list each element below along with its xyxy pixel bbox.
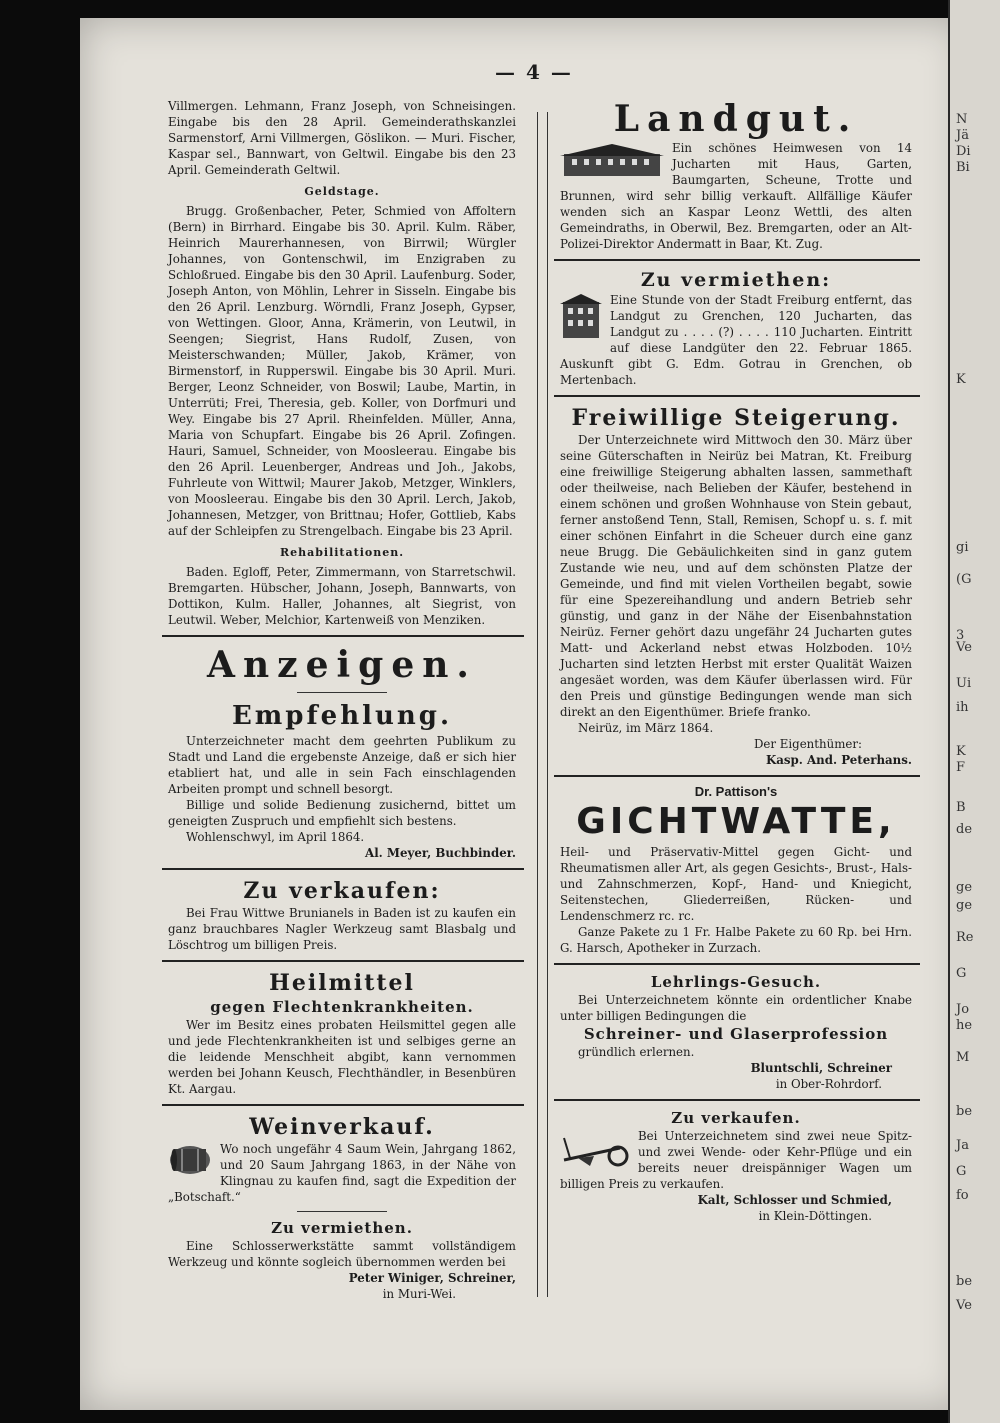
edge-fragment: Ve [956, 1298, 972, 1313]
steigerung-title: Freiwillige Steigerung. [571, 405, 901, 431]
empfehlung-place: Wohlenschwyl, im April 1864. [186, 830, 365, 844]
edge-fragment: Di [956, 144, 971, 159]
edge-fragment: Ve [956, 640, 972, 655]
vermiethen-title: Zu vermiethen: [640, 269, 832, 291]
gichtwatte-text: Heil- und Präservativ-Mittel gegen Gicht- und Rheumatismen aller Art, als gegen Gesichts-, Brust-, Hals- und Zahnschmerzen, Kopf-, Hand- und Kniegicht, Seitenstechen, Gliederreißen, Rücken- und Lendenschmerz rc. rc. [560, 845, 912, 923]
edge-fragment: Jo [956, 1002, 970, 1017]
edge-fragment: gi [956, 540, 969, 555]
geldstage-text: Brugg. Großenbacher, Peter, Schmied von Affoltern (Bern) in Birrhard. Eingabe bis 30. April. Kulm. Räber, Heinrich Maurerhannesen, von Birrwil; Würgler Johannes, von Gontenschwil, im Enzigraben zu Schloßrued. Eingabe bis den 30 April. Laufenburg. Soder, Joseph Anton, von Möhlin, Lehrer in Sisseln. Eingabe bis den 26 April. Lenzburg. Wörndli, Franz Joseph, Gypser, von Wettingen. Gloor, Anna, Krämerin, von Leutwil, in Seengen; Siegrist, Hans Rudolf, Zusen, von Meisterschwanden; Müller, Jakob, Krämer, von Birmenstorf, in Rupperswil. Eingabe bis 30 April. Muri. Berger, Leonz Schneider, von Boswil; Laube, Martin, in Unterrüti; Frei, Theresia, geb. Koller, von Dorfmuri und Wey. Eingabe bis 27 April. Rheinfelden. Müller, Anna, Maria von Schupfart. Eingabe bis 26 April. Zofingen. Hauri, Samuel, Schneider, von Moosleerau. Eingabe bis den 26 April. Leuenberger, Andreas und Joh., Jakobs, Fuhrleute von Wittwil; Maurer Jakob, Metzger, Winklers, von Moosleerau. Eingabe bis den 30 April. Lerch, Jakob, Johannesen, Metzger, von Brittnau; Hofer, Gottlieb, Kabs auf der Schleipfen zu Strengelbach. Eingabe bis 23 April. [168, 204, 516, 538]
heilmittel-text: Wer im Besitz eines probaten Heilsmittel gegen alle und jede Flechtenkrankheiten ist und selbiges gerne an die leidende Menschheit abgibt, kann vernommen werden bei Johann Keusch, Flechthändler, in Besenbüren Kt. Aargau. [168, 1018, 516, 1096]
short-rule [297, 1211, 387, 1212]
vermiethen-title: Zu vermiethen. [271, 1219, 413, 1237]
divider [162, 868, 524, 870]
edge-fragment: be [956, 1104, 973, 1119]
vermiethen-place: in Muri-Wei. [382, 1287, 456, 1301]
vermiethen-signature: Peter Winiger, Schreiner, [348, 1271, 516, 1285]
lehrling-text: Bei Unterzeichnetem könnte ein ordentlicher Knabe unter billigen Bedingungen die [560, 993, 912, 1023]
steigerung-place: Neirüz, im März 1864. [578, 721, 714, 735]
edge-fragment: K [956, 372, 966, 387]
divider [554, 395, 920, 397]
section-heading-rehabilitationen: Rehabilitationen. [279, 546, 405, 559]
landgut-text: Ein schönes Heimwesen von 14 Jucharten mit Haus, Garten, Baumgarten, Scheune, Trotte und Brunnen, wird sehr billig verkauft. Allfällige Käufer wenden sich an Kaspar Leonz Wettli, des alten Gemeindraths, in Oberwil, Bez. Bremgarten, oder an Alt-Polizei-Direktor Andermatt in Baar, Kt. Zug. [560, 141, 912, 251]
edge-fragment: K [956, 744, 966, 759]
column-divider-2 [547, 112, 548, 1297]
adjacent-page-edge [948, 0, 1000, 1423]
edge-fragment: Bi [956, 160, 970, 175]
estate-house-icon [560, 142, 664, 178]
vermiethen-text: Eine Stunde von der Stadt Freiburg entfernt, das Landgut zu Grenchen, 120 Jucharten, das Landgut zu . . . . (?) . . . . 110 Jucharten. Eintritt auf diese Landgüter den 22. Februar 1865. Auskunft gibt G. Edm. Gotrau in Grenchen, ob Mertenbach. [560, 293, 912, 387]
building-icon [560, 294, 602, 340]
empfehlung-signature: Al. Meyer, Buchbinder. [365, 846, 516, 860]
gichtwatte-price: Ganze Pakete zu 1 Fr. Halbe Pakete zu 60 Rp. bei Hrn. G. Harsch, Apotheker in Zurzach. [560, 925, 912, 955]
edge-fragment: F [956, 760, 966, 775]
edge-fragment: be [956, 1274, 973, 1289]
heilmittel-title: Heilmittel [269, 970, 415, 996]
divider [162, 960, 524, 962]
verkaufen-signature: Kalt, Schlosser und Schmied, [697, 1193, 892, 1207]
lehrling-place: in Ober-Rohrdorf. [775, 1077, 882, 1091]
notice-text: Villmergen. Lehmann, Franz Joseph, von Schneisingen. Eingabe bis den 28 April. Gemeinderathskanzlei Sarmenstorf, Arni Villmergen, Göslikon. — Muri. Fischer, Kaspar sel., Bannwart, von Geltwil. Eingabe bis den 23 April. Gemeinderath Geltwil. [168, 99, 516, 177]
verkaufen-title: Zu verkaufen. [671, 1109, 801, 1127]
edge-fragment: G [956, 1164, 967, 1179]
left-column [168, 98, 516, 1302]
lehrling-profession: Schreiner- und Glaserprofession [583, 1025, 889, 1043]
steigerung-signature: Kasp. And. Peterhans. [766, 753, 912, 767]
lehrling-signature: Bluntschli, Schreiner [750, 1061, 892, 1075]
page-number: — 4 — [495, 60, 573, 84]
edge-fragment: he [956, 1018, 973, 1033]
section-heading-geldstage: Geldstage. [304, 185, 380, 198]
divider [554, 963, 920, 965]
pattison-label: Dr. Pattison's [694, 784, 778, 799]
empfehlung-title: Empfehlung. [231, 701, 453, 731]
edge-fragment: fo [956, 1188, 969, 1203]
edge-fragment: ge [956, 898, 973, 913]
edge-fragment: Ja [956, 1138, 969, 1153]
divider [554, 1099, 920, 1101]
edge-fragment: ge [956, 880, 973, 895]
divider [554, 259, 920, 261]
plough-icon [560, 1130, 630, 1170]
right-column [560, 98, 912, 1224]
edge-fragment: Re [956, 930, 974, 945]
edge-fragment: de [956, 822, 973, 837]
empfehlung-text: Unterzeichneter macht dem geehrten Publikum zu Stadt und Land die ergebenste Anzeige, daß er sich hier etabliert hat, und alle in sein Fach einschlagenden Arbeiten prompt und schnell besorgt. [168, 734, 516, 796]
edge-fragment: M [956, 1050, 970, 1065]
edge-fragment: ih [956, 700, 969, 715]
edge-fragment: 3 [956, 628, 965, 643]
column-divider [537, 112, 538, 1297]
anzeigen-heading: Anzeigen. [207, 644, 477, 686]
verkaufen-text: Bei Frau Wittwe Brunianels in Baden ist zu kaufen ein ganz brauchbares Nagler Werkzeug samt Blasbalg und Löschtrog um billigen Preis. [168, 906, 516, 952]
edge-fragment: Jä [956, 128, 969, 143]
verkaufen-text: Bei Unterzeichnetem sind zwei neue Spitz- und zwei Wende- oder Kehr-Pflüge und ein bereits neuer dreispänniger Wagen um billigen Preis zu verkaufen. [560, 1129, 912, 1191]
weinverkauf-text: Wo noch ungefähr 4 Saum Wein, Jahrgang 1862, und 20 Saum Jahrgang 1863, in der Nähe von Klingnau zu kaufen find, sagt die Expedition der „Botschaft.“ [168, 1142, 516, 1204]
steigerung-text: Der Unterzeichnete wird Mittwoch den 30. März über seine Güterschaften in Neirüz bei Matran, Kt. Freiburg eine freiwillige Steigerung abhalten lassen, sammethaft oder theilweise, nach Belieben der Käufer, bestehend in einem schönen und großen Wohnhause von Stein gebaut, ferner anstoßend Tenn, Stall, Remisen, Schopf u. s. f. mit einer schönen Einfahrt in die Scheuer durch eine ganz neue Brugg. Die Gebäulichkeiten sind in ganz gutem Zustande wie neu, und auf dem schönsten Platze der Gemeinde, und find mit vielen Vortheilen begabt, sowie für eine Spezereihandlung und andern Betrieb sehr günstig, und ganz in der Nähe der Eisenbahnstation Neirüz. Ferner gehört dazu ungefähr 24 Jucharten gutes Matt- und Ackerland nebst etwas Holzboden. 10½ Jucharten sind letzten Herbst mit erster Qualität Waizen angesäet worden, was dem Käufer überlassen wird. Für den Preis und günstige Bedingungen wende man sich direkt an den Eigenthümer. Briefe franko. [560, 433, 912, 719]
divider [162, 1104, 524, 1106]
edge-fragment: B [956, 800, 966, 815]
rehabilitationen-text: Baden. Egloff, Peter, Zimmermann, von Starretschwil. Bremgarten. Hübscher, Johann, Joseph, Bannwarts, von Dottikon, Kulm. Haller, Johannes, alt Siegrist, von Leutwil. Weber, Melchior, Kartenweiß von Menziken. [168, 565, 516, 627]
gichtwatte-title: GICHTWATTE, [576, 801, 896, 842]
barrel-icon [168, 1143, 212, 1177]
heilmittel-subtitle: gegen Flechtenkrankheiten. [210, 998, 474, 1016]
edge-fragment: N [956, 112, 968, 127]
lehrling-text-2: gründlich erlernen. [578, 1045, 695, 1059]
divider [162, 635, 524, 637]
landgut-title: Landgut. [613, 98, 859, 140]
weinverkauf-title: Weinverkauf. [249, 1114, 435, 1140]
short-rule [297, 692, 387, 693]
edge-fragment: Ui [956, 676, 972, 691]
steigerung-owner: Der Eigenthümer: [753, 737, 862, 751]
vermiethen-text: Eine Schlosserwerkstätte sammt vollständigem Werkzeug und könnte sogleich übernommen werden bei [168, 1239, 516, 1269]
empfehlung-text-2: Billige und solide Bedienung zusichernd, bittet um geneigten Zuspruch und empfiehlt sich bestens. [168, 798, 516, 828]
verkaufen-place: in Klein-Döttingen. [758, 1209, 872, 1223]
lehrling-title: Lehrlings-Gesuch. [650, 973, 822, 991]
verkaufen-title: Zu verkaufen: [243, 878, 441, 904]
edge-fragment: G [956, 966, 967, 981]
divider [554, 775, 920, 777]
edge-fragment: (G [956, 572, 972, 587]
